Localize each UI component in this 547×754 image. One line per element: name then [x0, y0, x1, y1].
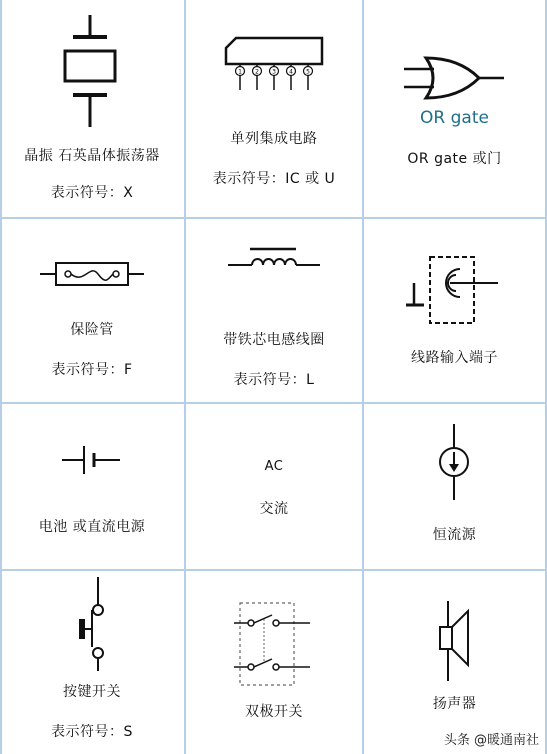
ac-name: 交流: [259, 501, 289, 517]
push-button-switch-icon: [72, 577, 112, 671]
watermark-text: 头条 @暖通南社: [443, 733, 539, 748]
double-pole-switch-icon: [234, 601, 314, 687]
battery-name: 电池 或直流电源: [38, 519, 146, 535]
ic-symbol-icon: [222, 34, 328, 90]
speaker-symbol-icon: [434, 601, 478, 681]
cell-current-source: [364, 404, 545, 569]
or-gate-name: OR gate 或门: [407, 151, 502, 167]
or-gate-diagram-label: OR gate: [420, 108, 489, 128]
cell-crystal: [0, 0, 184, 217]
cell-fuse: [0, 219, 184, 402]
cell-speaker: [364, 571, 545, 754]
input-terminal-symbol-icon: [402, 255, 502, 327]
crystal-symbol-code: 表示符号：X: [50, 185, 134, 201]
ic-pin-number: 3: [272, 68, 276, 76]
crystal-symbol-icon: [55, 15, 125, 130]
pushbutton-symbol-code: 表示符号：S: [51, 724, 133, 740]
fuse-name: 保险管: [70, 322, 114, 338]
cell-battery: [0, 404, 184, 569]
ic-symbol-code: 表示符号：IC 或 U: [212, 171, 336, 187]
cell-inductor: [186, 219, 362, 402]
battery-symbol-icon: [62, 444, 122, 476]
inductor-name: 带铁芯电感线圈: [223, 332, 325, 348]
cell-dpswitch: [186, 571, 362, 754]
ic-name: 单列集成电路: [230, 131, 318, 147]
inductor-symbol-code: 表示符号：L: [233, 372, 315, 388]
ic-pin-number: 5: [306, 68, 310, 76]
fuse-symbol-code: 表示符号：F: [51, 362, 133, 378]
ic-pin-number: 4: [289, 68, 293, 76]
cell-ic: [186, 0, 362, 217]
cell-pushbutton: [0, 571, 184, 754]
crystal-name: 晶振 石英晶体振荡器: [24, 148, 160, 164]
ic-pin-number: 2: [255, 68, 259, 76]
current-source-symbol-icon: [434, 424, 474, 500]
fuse-symbol-icon: [40, 257, 144, 291]
dpswitch-name: 双极开关: [245, 704, 303, 720]
terminal-name: 线路输入端子: [411, 350, 498, 366]
current-source-name: 恒流源: [432, 527, 477, 543]
pushbutton-name: 按键开关: [63, 684, 121, 700]
inductor-symbol-icon: [228, 245, 320, 271]
ac-label: AC: [264, 459, 284, 474]
cell-ac: [186, 404, 362, 569]
speaker-name: 扬声器: [432, 696, 477, 712]
ic-pin-number: 1: [238, 68, 242, 76]
cell-orgate: [364, 0, 545, 217]
watermark: [444, 729, 539, 748]
or-gate-symbol-icon: [404, 55, 509, 103]
cell-terminal: [364, 219, 545, 402]
